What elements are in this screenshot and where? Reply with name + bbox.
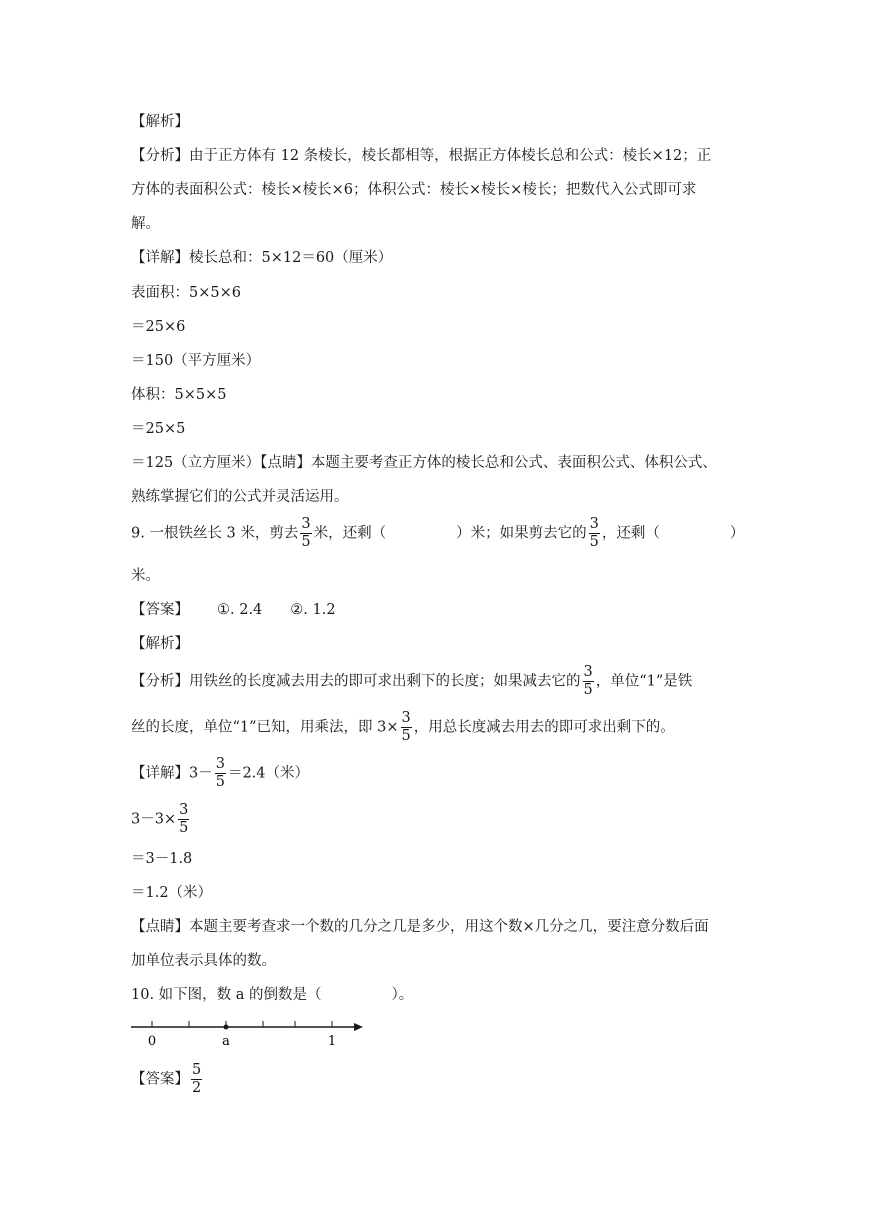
surface-area-3: ＝150（平方厘米） <box>131 353 261 369</box>
fenxi2-text-d: ，用总长度减去用去的即可求出剩下的。 <box>413 719 675 736</box>
fraction-denominator: 5 <box>301 534 311 550</box>
volume-4: 熟练掌握它们的公式并灵活运用。 <box>131 489 349 505</box>
fraction-three-fifths <box>589 516 600 551</box>
dianjing-2-line-2: 加单位表示具体的数。 <box>131 953 276 969</box>
fraction-three-fifths <box>401 710 412 745</box>
fenxi2-text-b: ，单位“1”是铁 <box>595 673 693 690</box>
q9-text-c: ）米；如果剪去它的 <box>456 525 587 542</box>
analysis-line-2: 方体的表面积公式：棱长×棱长×6；体积公式：棱长×棱长×棱长；把数代入公式即可求 <box>131 182 697 198</box>
analysis-line-1: 【分析】由于正方体有 12 条棱长，棱长都相等，根据正方体棱长总和公式：棱长×12；正 <box>131 148 712 164</box>
detail-edge-total: 【详解】棱长总和：5×12＝60（厘米） <box>131 250 393 266</box>
fraction-denominator: 5 <box>401 728 411 744</box>
label-a: a <box>222 1034 230 1049</box>
fraction-three-fifths <box>178 802 189 837</box>
q9-text-f: 米。 <box>131 568 160 584</box>
calc-line-2: ＝3－1.8 <box>131 851 193 867</box>
fraction-denominator: 5 <box>589 534 599 550</box>
jiexi-heading: 【解析】 <box>131 114 189 130</box>
q9-text-b: 米，还剩（ <box>313 525 387 542</box>
xiangjie2-text-b: ＝2.4（米） <box>227 765 310 782</box>
label-1: 1 <box>327 1034 337 1049</box>
fraction-denominator: 5 <box>179 820 189 836</box>
fraction-denominator: 5 <box>215 774 225 790</box>
calc1-text: 3－3× <box>131 811 177 828</box>
dianjing-2-line-1: 【点睛】本题主要考查求一个数的几分之几是多少，用这个数×几分之几，要注意分数后面 <box>131 919 709 935</box>
arrow-head-icon <box>354 1023 363 1031</box>
answer-label: 【答案】 <box>131 602 189 618</box>
q9-text-a: 9. 一根铁丝长 3 米，剪去 <box>131 525 299 542</box>
fraction-denominator: 5 <box>583 682 593 698</box>
answer-9-part-2: ②. 1.2 <box>290 602 336 618</box>
answer-10 <box>131 1062 204 1097</box>
calc-line-1 <box>131 802 191 837</box>
label-0: 0 <box>147 1034 157 1049</box>
fraction-three-fifths <box>215 756 226 791</box>
fraction-denominator: 2 <box>192 1080 202 1096</box>
analysis-2-line-1 <box>131 664 692 699</box>
fraction-numerator: 3 <box>301 516 311 532</box>
calc-line-3: ＝1.2（米） <box>131 885 213 901</box>
fraction-numerator: 3 <box>179 802 189 818</box>
volume-3: ＝125（立方厘米）【点睛】本题主要考查正方体的棱长总和公式、表面积公式、体积公式、 <box>131 455 717 471</box>
point-a <box>224 1025 229 1030</box>
fenxi2-text-a: 【分析】用铁丝的长度减去用去的即可求出剩下的长度；如果减去它的 <box>131 673 581 690</box>
fraction-five-halves <box>191 1062 202 1097</box>
xiangjie2-text-a: 【详解】3－ <box>131 765 213 782</box>
volume-2: ＝25×5 <box>131 421 186 437</box>
q9-text-e: ） <box>729 525 745 542</box>
detail-2 <box>131 756 309 791</box>
number-line <box>130 1014 370 1054</box>
q10-text: 10. 如下图，数 a 的倒数是（ <box>131 987 322 1003</box>
fraction-three-fifths <box>583 664 594 699</box>
fraction-numerator: 3 <box>401 710 411 726</box>
surface-area-2: ＝25×6 <box>131 319 186 335</box>
question-10 <box>131 985 413 1005</box>
fraction-three-fifths <box>300 516 311 551</box>
volume-1: 体积：5×5×5 <box>131 387 227 403</box>
fraction-numerator: 3 <box>589 516 599 532</box>
answer-label: 【答案】 <box>131 1071 189 1088</box>
fraction-numerator: 3 <box>215 756 225 772</box>
surface-area-1: 表面积：5×5×6 <box>131 285 241 301</box>
q9-text-d: ，还剩（ <box>601 525 660 542</box>
question-9 <box>131 516 744 551</box>
fraction-numerator: 3 <box>583 664 593 680</box>
fraction-numerator: 5 <box>192 1062 202 1078</box>
answer-9 <box>131 600 336 620</box>
jiexi-heading-2: 【解析】 <box>131 636 189 652</box>
fenxi2-text-c: 丝的长度，单位“1”已知，用乘法，即 3× <box>131 719 399 736</box>
q10-end: ）。 <box>391 987 414 1003</box>
analysis-line-3: 解。 <box>131 216 160 232</box>
answer-9-part-1: ①. 2.4 <box>217 602 263 618</box>
analysis-2-line-2 <box>131 710 675 745</box>
